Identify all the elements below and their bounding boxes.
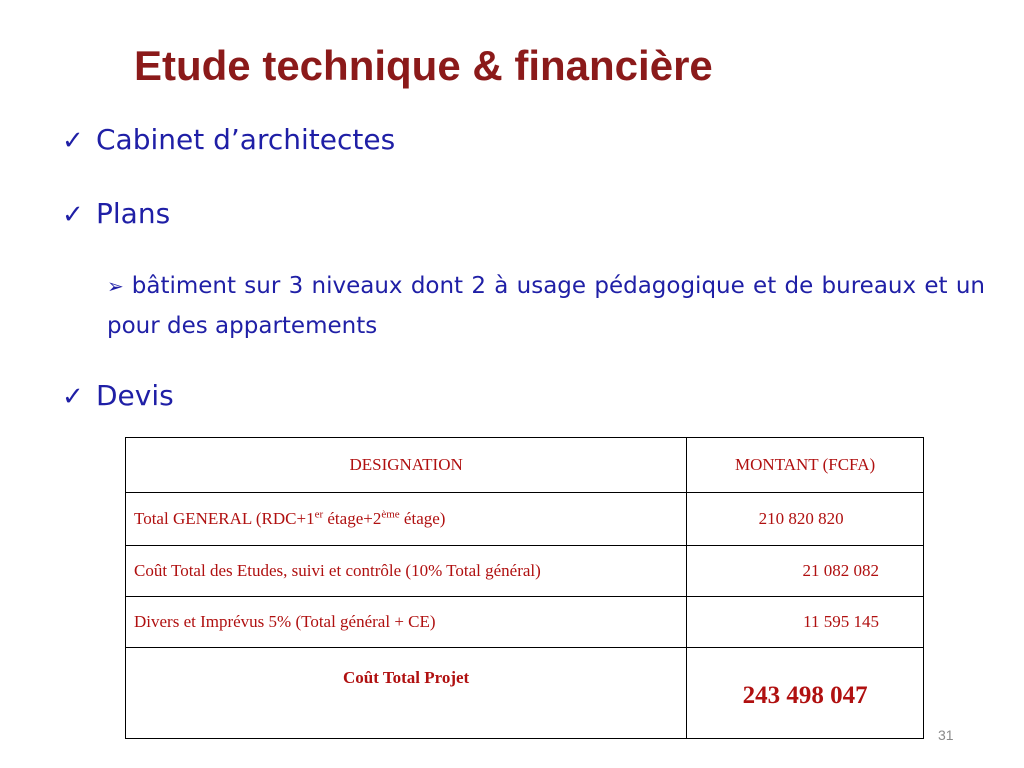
bullet-devis (62, 376, 174, 417)
row-label-total-general: Total GENERAL (RDC+1er étage+2ème étage) (126, 493, 687, 546)
checkmark-icon: ✓ (62, 126, 84, 156)
bullet-label: Cabinet d’architectes (96, 123, 396, 156)
arrowhead-icon: ➢ (107, 274, 124, 298)
header-montant: MONTANT (FCFA) (687, 438, 924, 493)
checkmark-icon: ✓ (62, 200, 84, 230)
checkmark-icon: ✓ (62, 382, 84, 412)
sub-bullet-batiment (107, 266, 985, 346)
header-designation: DESIGNATION (126, 438, 687, 493)
row-amount: 210 820 820 (687, 493, 924, 546)
bullet-label: Plans (96, 197, 171, 230)
slide-title: Etude technique & financière (134, 42, 713, 89)
table-row (126, 493, 924, 546)
row-amount: 11 595 145 (687, 597, 924, 648)
table-row (126, 546, 924, 597)
table-header-row (126, 438, 924, 493)
bullet-cabinet (62, 120, 395, 161)
row-label-etudes: Coût Total des Etudes, suivi et contrôle (10% Total général) (126, 546, 687, 597)
bullet-label: Devis (96, 379, 174, 412)
row-label-divers: Divers et Imprévus 5% (Total général + CE) (126, 597, 687, 648)
sub-bullet-text: bâtiment sur 3 niveaux dont 2 à usage pédagogique et de bureaux et un pour des appartements (107, 273, 985, 339)
page-number: 31 (938, 727, 954, 743)
total-amount: 243 498 047 (687, 648, 924, 739)
table-row (126, 597, 924, 648)
total-label: Coût Total Projet (126, 648, 687, 739)
table-total-row (126, 648, 924, 739)
bullet-plans (62, 194, 170, 235)
devis-table (125, 437, 924, 739)
row-amount: 21 082 082 (687, 546, 924, 597)
